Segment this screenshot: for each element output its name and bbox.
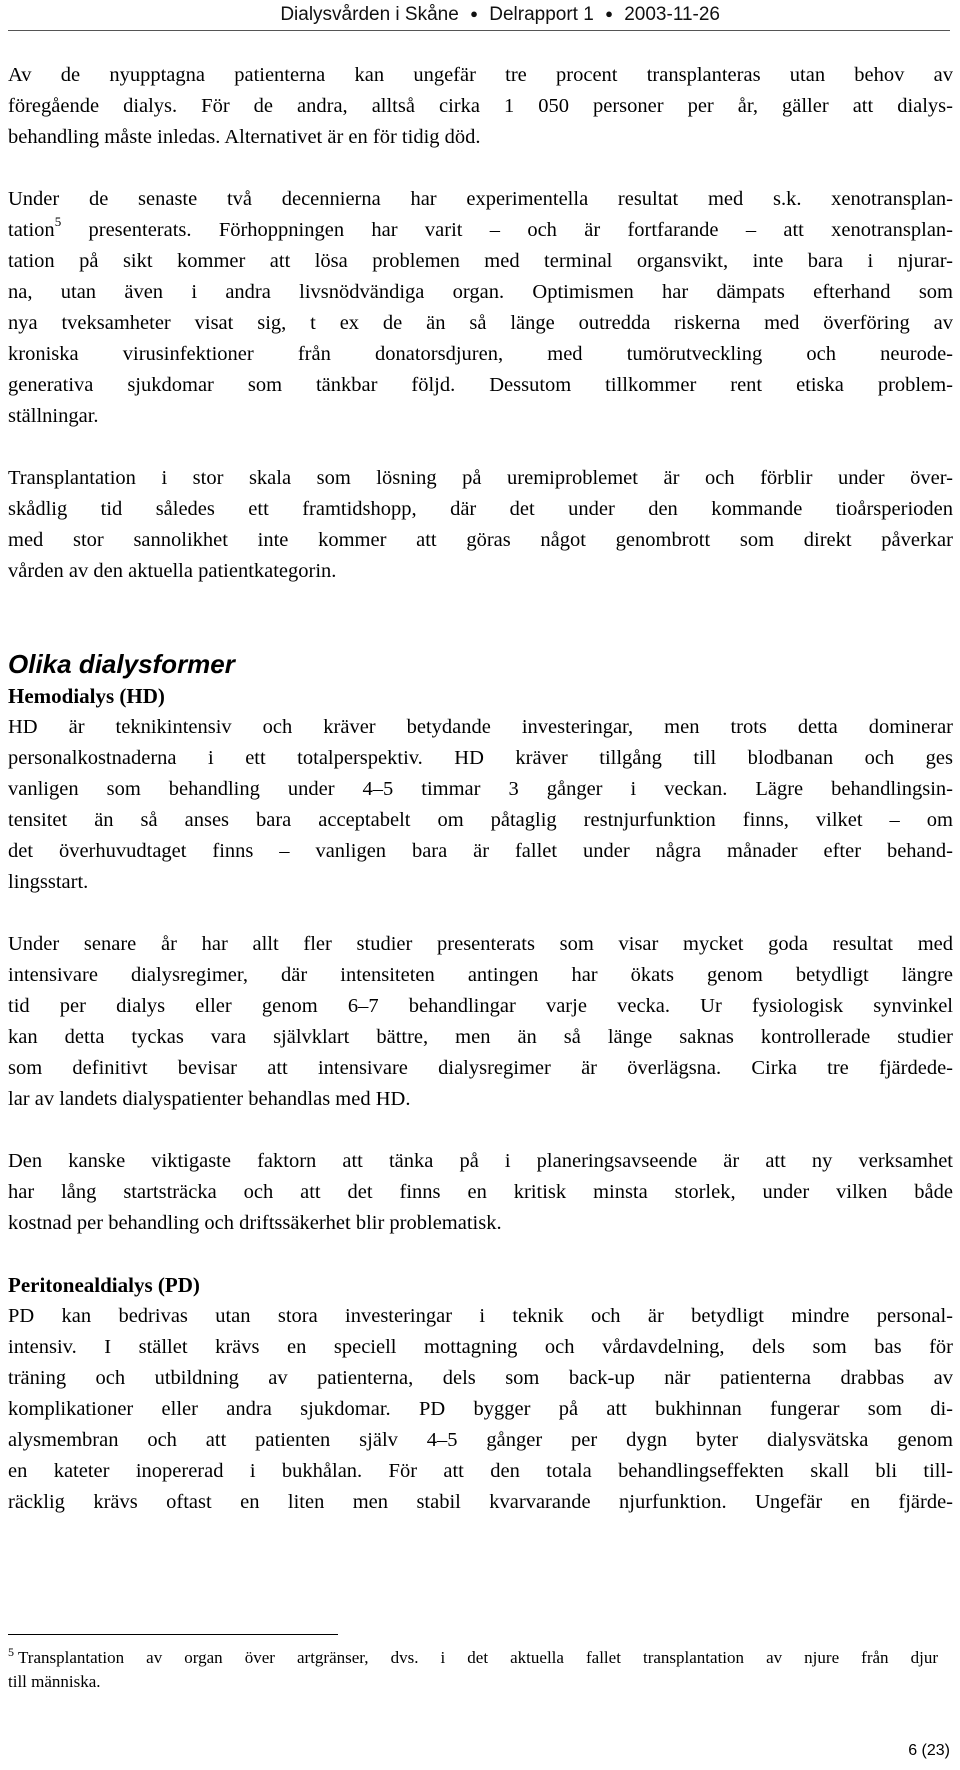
text-line: träning och utbildning av patienterna, dels som back-up när patienterna drabbas av [8,1367,953,1389]
footnote-reference[interactable]: 5 [54,214,62,230]
text-line: generativa sjukdomar som tänkbar följd. Dessutom tillkommer rent etiska problem- [8,374,953,396]
text-line: nya tveksamheter visat sig, t ex de än så länge outredda riskerna med överföring av [8,312,953,334]
text-line: Under de senaste två decennierna har experimentella resultat med s.k. xenotransplan- [8,188,953,210]
page-number: 6 (23) [908,1742,950,1759]
paragraph-pd [8,1301,953,1518]
text-line: na, utan även i andra livsnödvändiga organ. Optimismen har dämpats efterhand som [8,281,953,303]
text-line: en kateter inopererad i bukhålan. För att den totala behandlingseffekten skall bli till- [8,1460,953,1482]
text-line: HD är teknikintensiv och kräver betydande investeringar, men trots detta dominerar [8,716,953,738]
text-line: PD kan bedrivas utan stora investeringar i teknik och är betydligt mindre personal- [8,1305,953,1327]
text-line: intensiv. I stället krävs en speciell mottagning och vårdavdelning, dels som bas för [8,1336,953,1358]
text-line: tation på sikt kommer att lösa problemen med terminal organsvikt, inte bara i njurar- [8,250,953,272]
header-bullet: ● [470,6,478,21]
text-line: räcklig krävs oftast en liten men stabil kvarvarande njurfunktion. Ungefär en fjärde- [8,1491,953,1513]
text-line: det överhuvudtaget finns – vanligen bara är fallet under några månader efter behand- [8,840,953,862]
text-line: personalkostnaderna i ett totalperspektiv. HD kräver tillgång till blodbanan och ges [8,747,953,769]
text-line: skådlig tid således ett framtidshopp, där det under den kommande tioårsperioden [8,498,953,520]
footnote-divider [8,1634,338,1635]
paragraph-hd-planning [8,1146,953,1239]
body-text [8,60,953,1518]
text-line: vanligen som behandling under 4–5 timmar 3 gånger i veckan. Lägre behandlingsin- [8,778,953,800]
text-line: med stor sannolikhet inte kommer att göras något genombrott som direkt påverkar [8,529,953,551]
text-line: har lång startsträcka och att det finns en kritisk minsta storlek, under vilken både [8,1181,953,1203]
footnote-text: Transplantation av organ över artgränser, dvs. i det aktuella fallet transplantation av njure från djur [18,1648,938,1667]
text-line: kostnad per behandling och driftssäkerhet blir problematisk. [8,1212,502,1234]
paragraph-hd-intro [8,712,953,898]
header-report-title: Dialysvården i Skåne [280,4,459,25]
header-bullet: ● [605,6,613,21]
running-header [280,4,720,26]
text-line: Under senare år har allt fler studier presenterats som visar mycket goda resultat med [8,933,953,955]
text-line: intensivare dialysregimer, där intensiteten antingen har ökats genom betydligt längre [8,964,953,986]
text-line: vården av den aktuella patientkategorin. [8,560,337,582]
header-part: Delrapport 1 [489,4,594,25]
section-heading-dialysis-forms: Olika dialysformer [8,649,235,679]
text-fragment: tation [8,219,55,241]
text-line: lar av landets dialyspatienter behandlas med HD. [8,1088,411,1110]
text-line: alysmembran och att patienten själv 4–5 gånger per dygn byter dialysvätska genom [8,1429,953,1451]
text-line: behandling måste inledas. Alternativet är en för tidig död. [8,126,481,148]
text-line: Transplantation i stor skala som lösning på uremiproblemet är och förblir under över- [8,467,953,489]
text-line-with-footnote-ref [8,215,953,246]
footnote-number: 5 [8,1645,14,1660]
text-line: lingsstart. [8,871,89,893]
text-line: kan detta tyckas vara självklart bättre, men än så länge saknas kontrollerade studier [8,1026,953,1048]
header-divider [8,30,950,31]
text-line: som definitivt bevisar att intensivare dialysregimer är överlägsna. Cirka tre fjärdede- [8,1057,953,1079]
text-line: ställningar. [8,405,99,427]
text-line: komplikationer eller andra sjukdomar. PD bygger på att bukhinnan fungerar som di- [8,1398,953,1420]
paragraph-hd-intensive [8,929,953,1115]
footnote-line: till människa. [8,1672,101,1691]
text-line: tid per dialys eller genom 6–7 behandlingar varje vecka. Ur fysiologisk synvinkel [8,995,953,1017]
subheading-hemodialysis: Hemodialys (HD) [8,684,165,708]
header-date: 2003-11-26 [624,4,720,25]
subheading-peritoneal-dialysis: Peritonealdialys (PD) [8,1273,200,1297]
text-line: Av de nyupptagna patienterna kan ungefär tre procent transplanteras utan behov av [8,64,953,86]
text-line: Den kanske viktigaste faktorn att tänka på i planeringsavseende är att ny verksamhet [8,1150,953,1172]
text-line: föregående dialys. För de andra, alltså cirka 1 050 personer per år, gäller att dialys- [8,95,953,117]
footnote [8,1646,938,1694]
text-fragment: presenterats. Förhoppningen har varit – och är fortfarande – att xenotransplan- [61,219,953,241]
paragraph-intro [8,60,953,153]
text-line: tensitet än så anses bara acceptabelt om påtaglig restnjurfunktion finns, vilket – om [8,809,953,831]
paragraph-xenotransplantation [8,184,953,432]
paragraph-transplantation [8,463,953,587]
footnote-line [8,1646,938,1670]
text-line: kroniska virusinfektioner från donatorsdjuren, med tumörutveckling och neurode- [8,343,953,365]
